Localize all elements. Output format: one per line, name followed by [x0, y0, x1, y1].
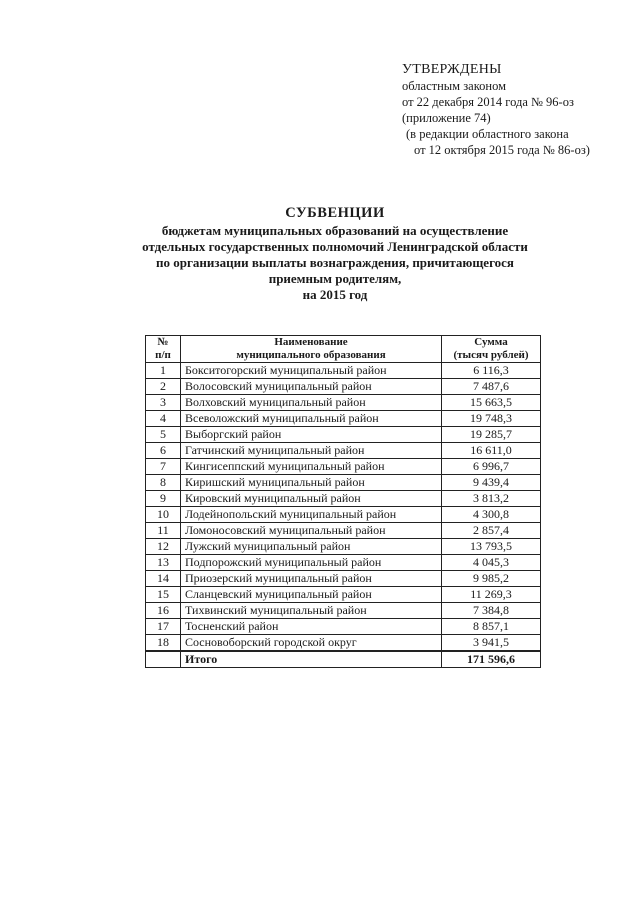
table-row [146, 507, 541, 523]
document-title: СУБВЕНЦИИ [285, 205, 385, 221]
table-total-row [146, 651, 541, 668]
table-row [146, 459, 541, 475]
row-sum: 9 985,2 [442, 571, 541, 587]
approval-line: от 12 октября 2015 года № 86-оз) [414, 143, 590, 157]
row-sum: 19 285,7 [442, 427, 541, 443]
row-number: 14 [146, 571, 181, 587]
approval-line: областным законом [402, 79, 507, 93]
row-name: Подпорожский муниципальный район [181, 555, 442, 571]
header-sum [442, 336, 541, 363]
row-number: 9 [146, 491, 181, 507]
header-number [146, 336, 181, 363]
header-name-line: муниципального образования [236, 349, 386, 361]
row-sum: 7 384,8 [442, 603, 541, 619]
row-name: Киришский муниципальный район [181, 475, 442, 491]
row-number: 13 [146, 555, 181, 571]
row-number: 18 [146, 635, 181, 652]
row-name: Кингисеппский муниципальный район [181, 459, 442, 475]
row-sum: 19 748,3 [442, 411, 541, 427]
header-name-line: Наименование [274, 336, 348, 348]
table-header-row [146, 336, 541, 363]
approval-line: (в редакции областного закона [406, 127, 569, 141]
approval-block [402, 62, 632, 158]
table-row [146, 539, 541, 555]
row-name: Волосовский муниципальный район [181, 379, 442, 395]
table-row [146, 475, 541, 491]
row-name: Кировский муниципальный район [181, 491, 442, 507]
subventions-table [145, 335, 541, 668]
document-heading [100, 205, 570, 303]
row-number: 3 [146, 395, 181, 411]
row-number: 8 [146, 475, 181, 491]
row-number: 17 [146, 619, 181, 635]
approval-line: от 22 декабря 2014 года № 96-оз [402, 95, 574, 109]
row-name: Всеволожский муниципальный район [181, 411, 442, 427]
approval-line: (приложение 74) [402, 111, 491, 125]
row-name: Выборгский район [181, 427, 442, 443]
row-name: Ломоносовский муниципальный район [181, 523, 442, 539]
header-name [181, 336, 442, 363]
heading-line: отдельных государственных полномочий Ленинградской области [142, 239, 528, 254]
row-name: Лодейнопольский муниципальный район [181, 507, 442, 523]
row-sum: 3 813,2 [442, 491, 541, 507]
heading-line: по организации выплаты вознаграждения, причитающегося [156, 255, 514, 270]
table-row [146, 523, 541, 539]
row-number: 10 [146, 507, 181, 523]
heading-line: на 2015 год [302, 287, 368, 302]
row-name: Сланцевский муниципальный район [181, 587, 442, 603]
row-name: Волховский муниципальный район [181, 395, 442, 411]
header-number-line: № [157, 336, 169, 348]
row-name: Бокситогорский муниципальный район [181, 363, 442, 379]
row-sum: 4 045,3 [442, 555, 541, 571]
table-row [146, 587, 541, 603]
row-sum: 13 793,5 [442, 539, 541, 555]
table-row [146, 491, 541, 507]
header-sum-line: Сумма [474, 336, 508, 348]
table-row [146, 379, 541, 395]
row-name: Тихвинский муниципальный район [181, 603, 442, 619]
row-sum: 3 941,5 [442, 635, 541, 652]
row-number: 4 [146, 411, 181, 427]
table-row [146, 555, 541, 571]
table-row [146, 603, 541, 619]
row-sum: 2 857,4 [442, 523, 541, 539]
row-number: 1 [146, 363, 181, 379]
row-number: 16 [146, 603, 181, 619]
header-sum-line: (тысяч рублей) [453, 349, 529, 361]
header-number-line: п/п [155, 349, 171, 361]
table-row [146, 635, 541, 652]
row-name: Сосновоборский городской округ [181, 635, 442, 652]
table-row [146, 395, 541, 411]
row-name: Гатчинский муниципальный район [181, 443, 442, 459]
total-sum: 171 596,6 [442, 651, 541, 668]
row-number: 5 [146, 427, 181, 443]
row-sum: 4 300,8 [442, 507, 541, 523]
heading-line: бюджетам муниципальных образований на осуществление [161, 223, 509, 238]
row-sum: 16 611,0 [442, 443, 541, 459]
row-sum: 15 663,5 [442, 395, 541, 411]
row-number: 15 [146, 587, 181, 603]
table-row [146, 411, 541, 427]
row-sum: 9 439,4 [442, 475, 541, 491]
total-number-cell [146, 651, 181, 668]
row-sum: 6 996,7 [442, 459, 541, 475]
table-row [146, 363, 541, 379]
row-sum: 11 269,3 [442, 587, 541, 603]
row-number: 7 [146, 459, 181, 475]
total-label: Итого [181, 651, 442, 668]
heading-line: приемным родителям, [268, 271, 402, 286]
table-row [146, 619, 541, 635]
row-number: 12 [146, 539, 181, 555]
table-row [146, 571, 541, 587]
row-sum: 6 116,3 [442, 363, 541, 379]
row-number: 6 [146, 443, 181, 459]
row-sum: 8 857,1 [442, 619, 541, 635]
row-number: 2 [146, 379, 181, 395]
approval-title: УТВЕРЖДЕНЫ [402, 62, 502, 77]
row-name: Тосненский район [181, 619, 442, 635]
table-row [146, 443, 541, 459]
row-number: 11 [146, 523, 181, 539]
row-name: Лужский муниципальный район [181, 539, 442, 555]
table-row [146, 427, 541, 443]
row-sum: 7 487,6 [442, 379, 541, 395]
row-name: Приозерский муниципальный район [181, 571, 442, 587]
